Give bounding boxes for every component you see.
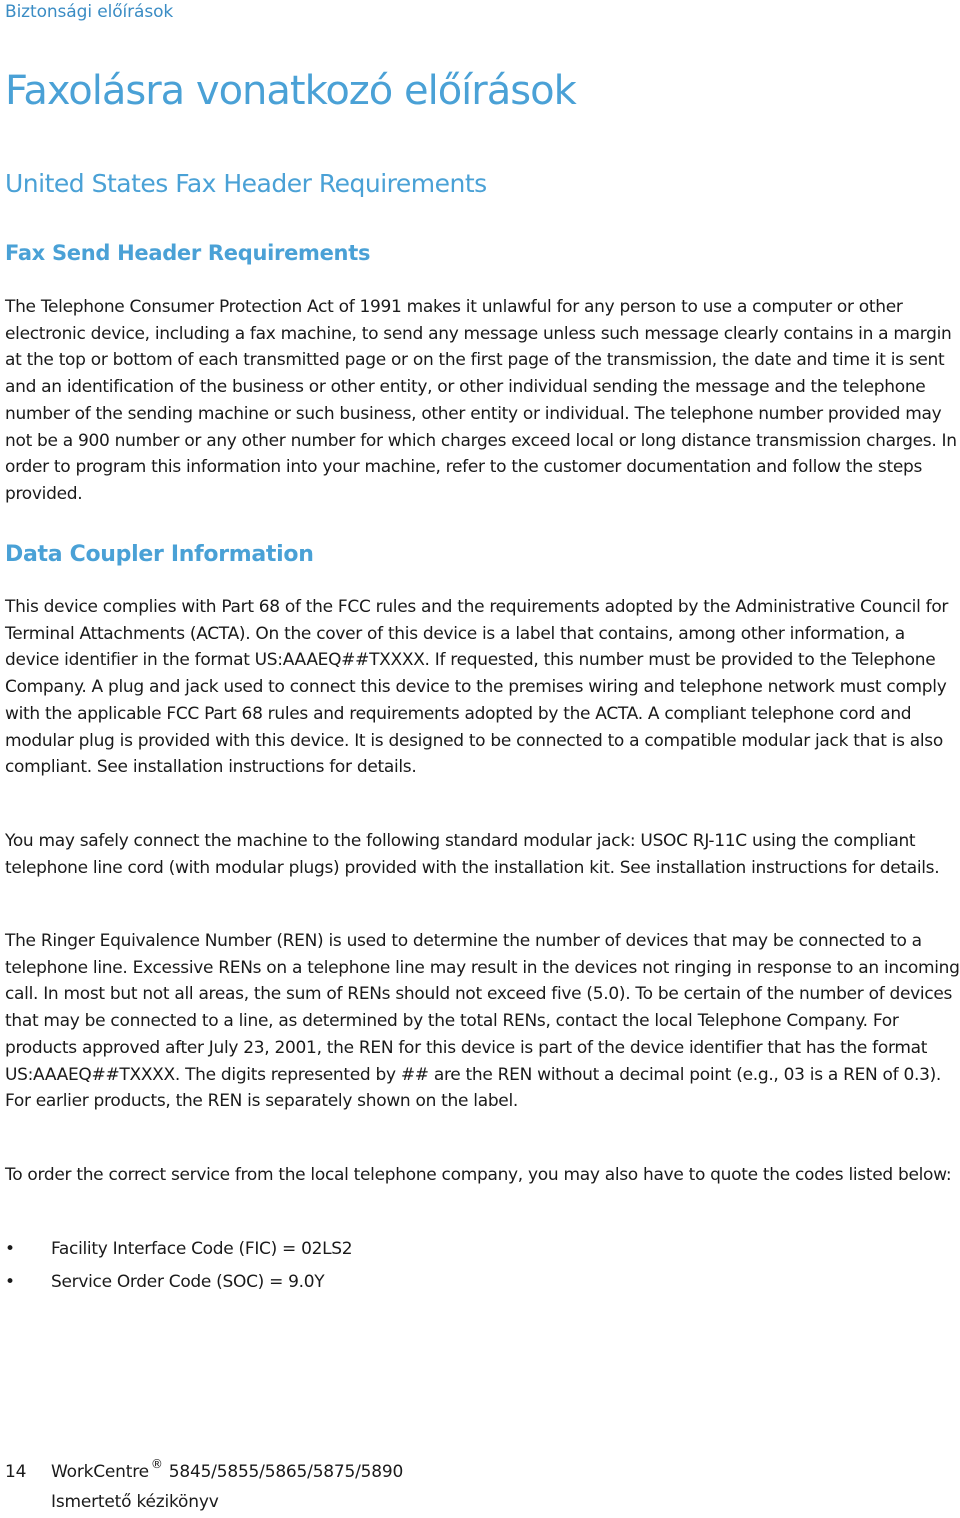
list-item [5,1236,352,1269]
modular-jack-paragraph: You may safely connect the machine to the following standard modular jack: USOC RJ-11C using the compliant telephone line cord (with modular plugs) provided with the installation kit. See installation instructions for details. [5,831,940,878]
guide-name: Ismertető kézikönyv [51,1492,219,1512]
fax-send-paragraph: The Telephone Consumer Protection Act of 1991 makes it unlawful for any person to use a computer or other electronic device, including a fax machine, to send any message unless such message clearly contains in a margin at the top or bottom of each transmitted page or on the first page of the transmission, the date and time it is sent and an identification of the business or other entity, or other individual sending the message and the telephone number of the sending machine or such business, other entity or individual. The telephone number provided may not be a 900 number or any other number for which charges exceed local or long distance transmission charges. In order to program this information into your machine, refer to the customer documentation and follow the steps provided. [5,297,957,504]
page-number: 14 [5,1462,27,1482]
bullet-icon: • [5,1272,15,1292]
service-order-paragraph: To order the correct service from the local telephone company, you may also have to quote the codes listed below: [5,1165,952,1185]
soc-code-text: Service Order Code (SOC) = 9.0Y [51,1272,325,1292]
ren-paragraph: The Ringer Equivalence Number (REN) is used to determine the number of devices that may be connected to a telephone line. Excessive RENs on a telephone line may result in the devices not ringing in response to an incoming call. In most but not all areas, the sum of RENs should not exceed five (5.0). To be certain of the number of devices that may be connected to a line, as determined by the total RENs, contact the local Telephone Company. For products approved after July 23, 2001, the REN for this device is part of the device identifier that has the format US:AAAEQ##TXXXX. The digits represented by ## are the REN without a decimal point (e.g., 03 is a REN of 0.3). For earlier products, the REN is separately shown on the label. [5,931,960,1112]
fic-code-text: Facility Interface Code (FIC) = 02LS2 [51,1239,353,1259]
product-name: WorkCentre [51,1462,149,1482]
section-subtitle: United States Fax Header Requirements [5,169,487,198]
list-item [5,1269,352,1302]
section-header-label: Biztonsági előírások [5,2,174,22]
model-numbers: 5845/5855/5865/5875/5890 [168,1462,404,1482]
fcc-compliance-paragraph: This device complies with Part 68 of the FCC rules and the requirements adopted by the Administrative Council for Terminal Attachments (ACTA). On the cover of this device is a label that contains, among other information, a device identifier in the format US:AAAEQ##TXXXX. If requested, this number must be provided to the Telephone Company. A plug and jack used to connect this device to the premises wiring and telephone network must comply with the applicable FCC Part 68 rules and requirements adopted by the ACTA. A compliant telephone cord and modular plug is provided with this device. It is designed to be connected to a compatible modular jack that is also compliant. See installation instructions for details. [5,597,949,778]
fax-send-heading: Fax Send Header Requirements [5,241,371,265]
page-title: Faxolásra vonatkozó előírások [5,68,576,114]
codes-list [5,1236,352,1302]
page-footer [5,1457,404,1482]
registered-mark: ® [150,1457,163,1471]
data-coupler-heading: Data Coupler Information [5,542,314,567]
bullet-icon: • [5,1239,15,1259]
